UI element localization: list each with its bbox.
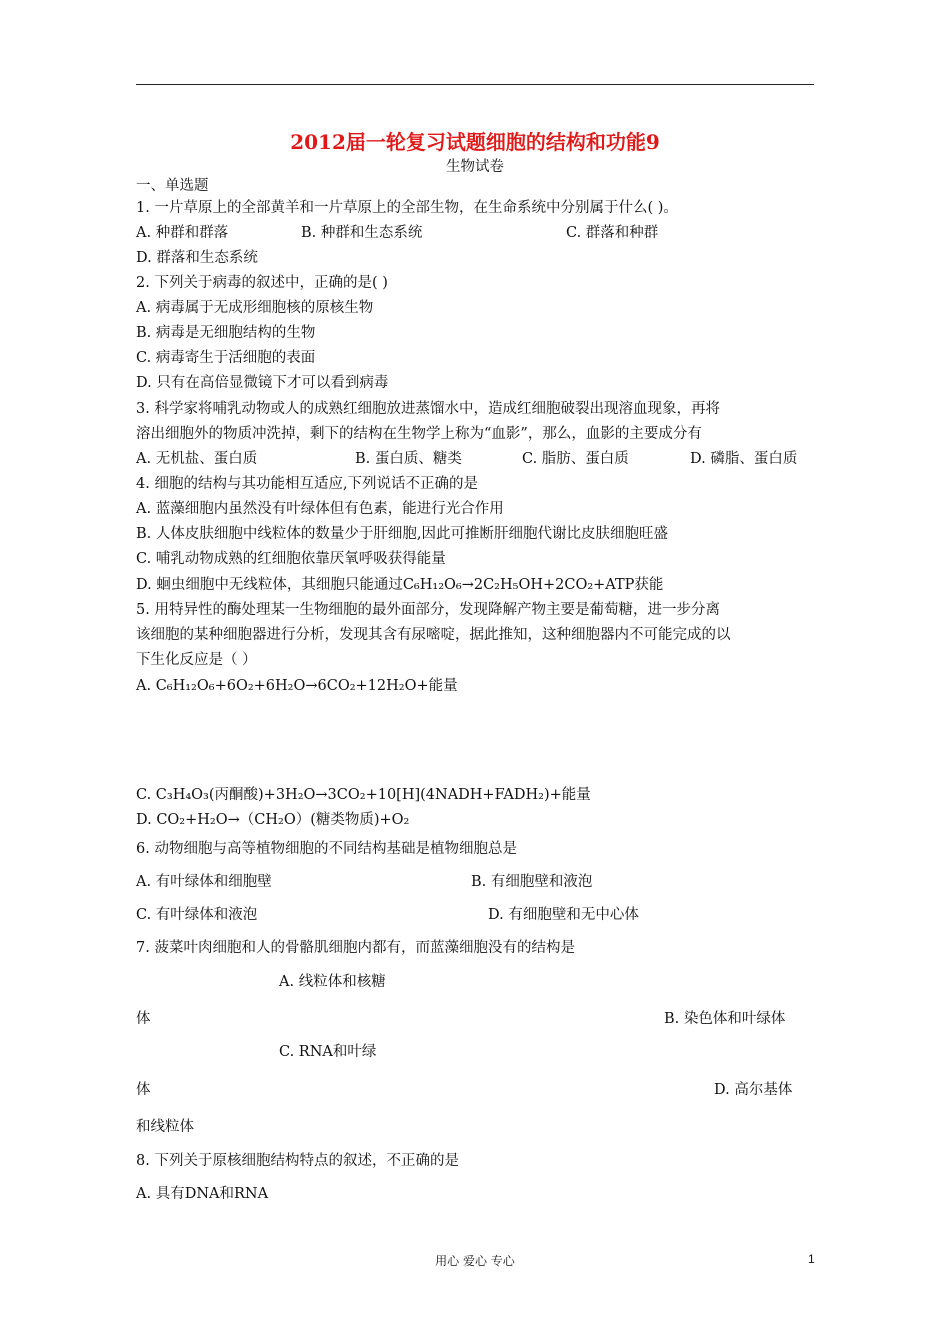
question-5-line-2: 该细胞的某种细胞器进行分析，发现其含有尿嘧啶，据此推知，这种细胞器内不可能完成的以 [136, 627, 731, 643]
q2-option-a: A. 病毒属于无成形细胞核的原核生物 [136, 300, 374, 316]
page-footer: 用心 爱心 专心 [435, 1254, 515, 1268]
question-5-line-3: 下生化反应是（ ） [136, 652, 257, 668]
q7-option-a-wrap: 体 [136, 1011, 151, 1027]
page-number: 1 [808, 1252, 815, 1266]
q8-option-a: A. 具有DNA和RNA [136, 1186, 269, 1202]
q2-option-c: C. 病毒寄生于活细胞的表面 [136, 350, 316, 366]
question-3-line-2: 溶出细胞外的物质冲洗掉，剩下的结构在生物学上称为“血影”，那么，血影的主要成分有 [136, 426, 702, 442]
q6-option-a: A. 有叶绿体和细胞壁 [136, 874, 272, 890]
q6-option-b: B. 有细胞壁和液泡 [471, 874, 593, 890]
document-title: 2012届一轮复习试题细胞的结构和功能9 [290, 130, 660, 154]
q3-option-c: C. 脂肪、蛋白质 [522, 451, 629, 467]
section-heading: 一、单选题 [136, 178, 209, 194]
q3-option-d: D. 磷脂、蛋白质 [690, 451, 798, 467]
question-4: 4. 细胞的结构与其功能相互适应,下列说话不正确的是 [136, 476, 479, 492]
q4-option-a: A. 蓝藻细胞内虽然没有叶绿体但有色素，能进行光合作用 [136, 501, 504, 517]
q7-option-c: C. RNA和叶绿 [279, 1044, 377, 1060]
q7-option-c-wrap: 体 [136, 1082, 151, 1098]
q3-option-a: A. 无机盐、蛋白质 [136, 451, 258, 467]
q4-option-d: D. 蛔虫细胞中无线粒体，其细胞只能通过C₆H₁₂O₆→2C₂H₅OH+2CO₂+ATP获能 [136, 577, 664, 593]
header-rule [136, 84, 814, 85]
q1-option-b: B. 种群和生态系统 [301, 225, 423, 241]
q1-option-a: A. 种群和群落 [136, 225, 229, 241]
q1-option-c: C. 群落和种群 [566, 225, 659, 241]
question-8: 8. 下列关于原核细胞结构特点的叙述，不正确的是 [136, 1153, 459, 1169]
q6-option-c: C. 有叶绿体和液泡 [136, 907, 258, 923]
q7-option-a: A. 线粒体和核糖 [279, 974, 386, 990]
q2-option-b: B. 病毒是无细胞结构的生物 [136, 325, 316, 341]
q6-option-d: D. 有细胞壁和无中心体 [488, 907, 639, 923]
document-subtitle: 生物试卷 [446, 159, 504, 175]
q3-option-b: B. 蛋白质、糖类 [355, 451, 462, 467]
q2-option-d: D. 只有在高倍显微镜下才可以看到病毒 [136, 375, 389, 391]
q7-option-d-wrap: 和线粒体 [136, 1119, 194, 1135]
q5-option-c: C. C₃H₄O₃(丙酮酸)+3H₂O→3CO₂+10[H](4NADH+FADH₂)+能量 [136, 787, 591, 803]
question-6: 6. 动物细胞与高等植物细胞的不同结构基础是植物细胞总是 [136, 841, 517, 857]
question-2: 2. 下列关于病毒的叙述中，正确的是( ) [136, 275, 388, 291]
q1-option-d: D. 群落和生态系统 [136, 250, 258, 266]
q4-option-c: C. 哺乳动物成熟的红细胞依靠厌氧呼吸获得能量 [136, 551, 446, 567]
q7-option-b: B. 染色体和叶绿体 [664, 1011, 786, 1027]
question-5-line-1: 5. 用特异性的酶处理某一生物细胞的最外面部分，发现降解产物主要是葡萄糖，进一步分离 [136, 602, 720, 618]
q7-option-d: D. 高尔基体 [714, 1082, 793, 1098]
q5-option-d: D. CO₂+H₂O→（CH₂O）(糖类物质)+O₂ [136, 812, 410, 828]
question-7: 7. 菠菜叶肉细胞和人的骨骼肌细胞内都有，而蓝藻细胞没有的结构是 [136, 940, 575, 956]
question-1: 1. 一片草原上的全部黄羊和一片草原上的全部生物，在生命系统中分别属于什么( )。 [136, 200, 678, 216]
q4-option-b: B. 人体皮肤细胞中线粒体的数量少于肝细胞,因此可推断肝细胞代谢比皮肤细胞旺盛 [136, 526, 668, 542]
question-3-line-1: 3. 科学家将哺乳动物或人的成熟红细胞放进蒸馏水中，造成红细胞破裂出现溶血现象，再将 [136, 401, 720, 417]
q5-option-a: A. C₆H₁₂O₆+6O₂+6H₂O→6CO₂+12H₂O+能量 [136, 678, 458, 694]
